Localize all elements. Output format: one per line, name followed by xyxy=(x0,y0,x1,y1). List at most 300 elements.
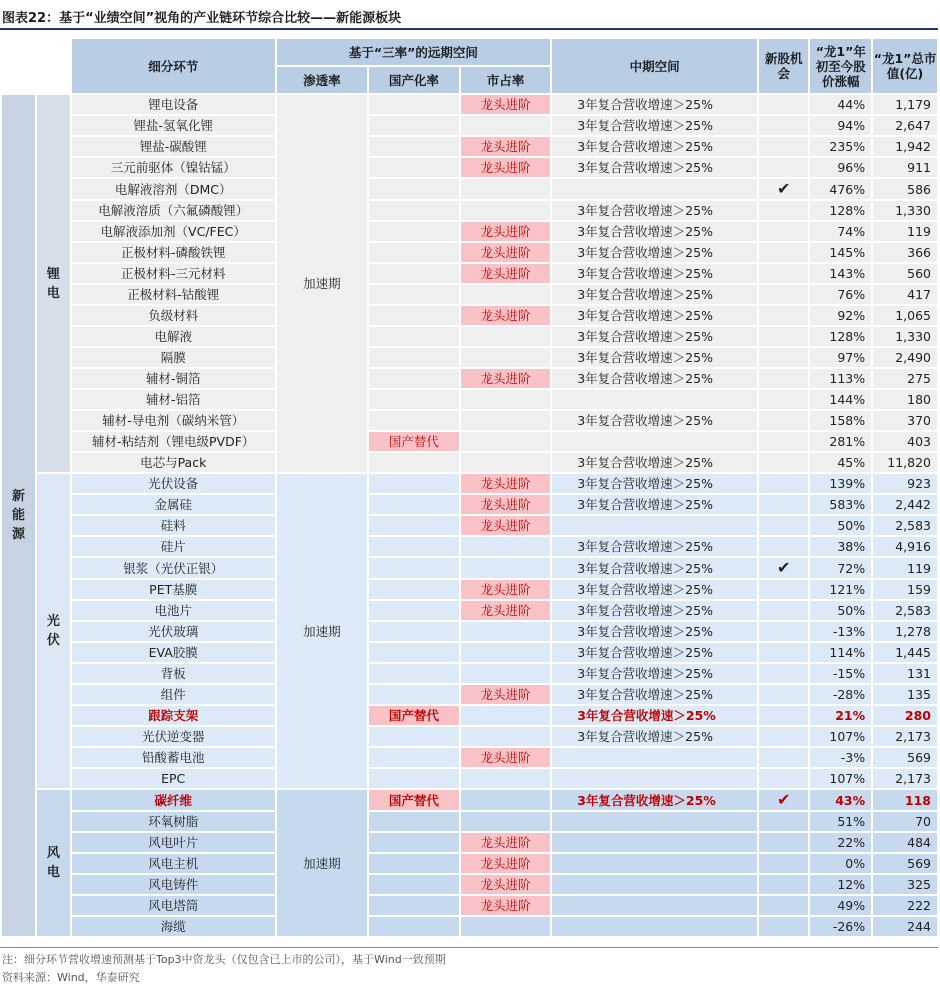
mid-term-cell xyxy=(552,896,757,915)
table-row xyxy=(2,833,937,852)
new-stock-cell xyxy=(759,390,808,409)
leader-return-cell: 43% xyxy=(810,790,871,810)
mid-term-cell: 3年复合营收增速＞25% xyxy=(552,558,757,578)
localization-cell xyxy=(369,201,459,220)
table-row xyxy=(2,917,937,936)
market-share-cell: 龙头进阶 xyxy=(461,875,551,894)
mid-term-cell xyxy=(552,179,757,199)
new-stock-cell xyxy=(759,727,808,746)
table-body xyxy=(2,95,937,936)
mid-term-cell: 3年复合营收增速＞25% xyxy=(552,706,757,725)
market-share-cell: 龙头进阶 xyxy=(461,896,551,915)
segment-name: EVA胶膜 xyxy=(72,643,275,662)
localization-cell xyxy=(369,222,459,241)
leader-cap-cell: 2,490 xyxy=(873,348,937,367)
segment-name: 硅料 xyxy=(72,516,275,535)
table-row xyxy=(2,390,937,409)
market-share-cell xyxy=(461,285,551,304)
leader-return-cell: 38% xyxy=(810,537,871,556)
mid-term-cell: 3年复合营收增速＞25% xyxy=(552,243,757,262)
segment-name: 隔膜 xyxy=(72,348,275,367)
leader-cap-cell: 417 xyxy=(873,285,937,304)
table-row xyxy=(2,285,937,304)
leader-return-cell: 107% xyxy=(810,769,871,788)
localization-cell xyxy=(369,854,459,873)
mid-term-cell: 3年复合营收增速＞25% xyxy=(552,622,757,641)
penetration-cell: 加速期 xyxy=(277,95,368,472)
new-stock-cell xyxy=(759,327,808,346)
table-row xyxy=(2,854,937,873)
new-stock-cell xyxy=(759,243,808,262)
market-share-cell xyxy=(461,348,551,367)
leader-return-cell: 107% xyxy=(810,727,871,746)
leader-return-cell: 128% xyxy=(810,201,871,220)
table-row xyxy=(2,264,937,283)
localization-cell xyxy=(369,622,459,641)
leader-cap-cell: 180 xyxy=(873,390,937,409)
market-share-cell: 龙头进阶 xyxy=(461,369,551,388)
market-share-cell: 龙头进阶 xyxy=(461,474,551,493)
market-share-cell: 龙头进阶 xyxy=(461,243,551,262)
new-stock-cell xyxy=(759,222,808,241)
localization-cell xyxy=(369,137,459,156)
title-rule xyxy=(0,28,938,30)
check-icon: ✔ xyxy=(777,558,791,577)
leader-cap-cell: 1,942 xyxy=(873,137,937,156)
localization-cell xyxy=(369,327,459,346)
leader-return-cell: 12% xyxy=(810,875,871,894)
new-stock-cell xyxy=(759,580,808,599)
localization-cell xyxy=(369,369,459,388)
header-new-stock: 新股机会 xyxy=(759,39,808,93)
leader-return-cell: 45% xyxy=(810,453,871,472)
leader-cap-cell: 370 xyxy=(873,411,937,430)
new-stock-cell xyxy=(759,622,808,641)
leader-cap-cell: 2,173 xyxy=(873,769,937,788)
table-row xyxy=(2,474,937,493)
mid-term-cell xyxy=(552,875,757,894)
leader-cap-cell: 2,173 xyxy=(873,727,937,746)
leader-cap-cell: 2,583 xyxy=(873,601,937,620)
segment-name: 电解液溶剂（DMC） xyxy=(72,179,275,199)
localization-cell xyxy=(369,896,459,915)
header-market-share: 市占率 xyxy=(461,67,551,93)
table-row xyxy=(2,453,937,472)
new-stock-cell xyxy=(759,812,808,831)
market-share-cell xyxy=(461,453,551,472)
segment-name: 海缆 xyxy=(72,917,275,936)
leader-cap-cell: 4,916 xyxy=(873,537,937,556)
leader-cap-cell: 1,445 xyxy=(873,643,937,662)
market-share-cell xyxy=(461,390,551,409)
localization-cell xyxy=(369,264,459,283)
table-row xyxy=(2,306,937,325)
leader-cap-cell: 2,647 xyxy=(873,116,937,135)
market-share-cell xyxy=(461,643,551,662)
leader-cap-cell: 222 xyxy=(873,896,937,915)
segment-name: 三元前驱体（镍钴锰） xyxy=(72,158,275,177)
table-row xyxy=(2,664,937,683)
sector-label: 新 能 源 xyxy=(2,95,35,936)
mid-term-cell xyxy=(552,812,757,831)
table-row xyxy=(2,516,937,535)
leader-cap-cell: 911 xyxy=(873,158,937,177)
market-share-cell: 龙头进阶 xyxy=(461,748,551,767)
localization-cell xyxy=(369,474,459,493)
table-row xyxy=(2,411,937,430)
localization-cell xyxy=(369,748,459,767)
header-long-term: 基于“三率”的远期空间 xyxy=(277,39,551,65)
market-share-cell xyxy=(461,917,551,936)
footer-rule xyxy=(0,947,938,948)
new-stock-cell xyxy=(759,348,808,367)
mid-term-cell: 3年复合营收增速＞25% xyxy=(552,95,757,114)
mid-term-cell: 3年复合营收增速＞25% xyxy=(552,158,757,177)
segment-name: 锂盐-氢氧化锂 xyxy=(72,116,275,135)
leader-return-cell: 143% xyxy=(810,264,871,283)
localization-cell xyxy=(369,95,459,114)
market-share-cell xyxy=(461,664,551,683)
market-share-cell xyxy=(461,201,551,220)
market-share-cell: 龙头进阶 xyxy=(461,137,551,156)
market-share-cell xyxy=(461,812,551,831)
market-share-cell: 龙头进阶 xyxy=(461,601,551,620)
localization-cell xyxy=(369,537,459,556)
table-row xyxy=(2,558,937,578)
segment-name: 风电主机 xyxy=(72,854,275,873)
mid-term-cell: 3年复合营收增速＞25% xyxy=(552,495,757,514)
leader-cap-cell: 923 xyxy=(873,474,937,493)
new-stock-cell xyxy=(759,643,808,662)
leader-cap-cell: 11,820 xyxy=(873,453,937,472)
new-stock-cell xyxy=(759,285,808,304)
check-icon: ✔ xyxy=(777,790,791,809)
new-stock-cell xyxy=(759,664,808,683)
segment-name: 铅酸蓄电池 xyxy=(72,748,275,767)
header-leader-cap: “龙1”总市值(亿) xyxy=(873,39,937,93)
new-stock-cell xyxy=(759,474,808,493)
localization-cell xyxy=(369,285,459,304)
header-mid-term: 中期空间 xyxy=(552,39,757,93)
check-icon: ✔ xyxy=(777,179,791,198)
segment-name: 负级材料 xyxy=(72,306,275,325)
market-share-cell: 龙头进阶 xyxy=(461,516,551,535)
mid-term-cell xyxy=(552,769,757,788)
leader-return-cell: 51% xyxy=(810,812,871,831)
localization-cell xyxy=(369,917,459,936)
leader-return-cell: 72% xyxy=(810,558,871,578)
segment-name: 辅材-导电剂（碳纳米管） xyxy=(72,411,275,430)
market-share-cell xyxy=(461,432,551,451)
segment-name: 电解液添加剂（VC/FEC） xyxy=(72,222,275,241)
segment-name: 电芯与Pack xyxy=(72,453,275,472)
new-stock-cell xyxy=(759,137,808,156)
new-stock-cell xyxy=(759,537,808,556)
table-row xyxy=(2,201,937,220)
group-label: 锂 电 xyxy=(37,95,70,472)
localization-cell xyxy=(369,812,459,831)
table-row xyxy=(2,179,937,199)
new-stock-cell xyxy=(759,116,808,135)
market-share-cell: 龙头进阶 xyxy=(461,222,551,241)
localization-cell xyxy=(369,306,459,325)
mid-term-cell xyxy=(552,432,757,451)
leader-cap-cell: 2,442 xyxy=(873,495,937,514)
segment-name: 组件 xyxy=(72,685,275,704)
leader-cap-cell: 159 xyxy=(873,580,937,599)
leader-cap-cell: 403 xyxy=(873,432,937,451)
new-stock-cell xyxy=(759,917,808,936)
localization-cell xyxy=(369,580,459,599)
leader-return-cell: 476% xyxy=(810,179,871,199)
segment-name: EPC xyxy=(72,769,275,788)
localization-cell xyxy=(369,601,459,620)
new-stock-cell xyxy=(759,95,808,114)
leader-return-cell: 158% xyxy=(810,411,871,430)
table-row xyxy=(2,643,937,662)
leader-return-cell: 144% xyxy=(810,390,871,409)
market-share-cell: 龙头进阶 xyxy=(461,95,551,114)
table-row xyxy=(2,706,937,725)
new-stock-cell xyxy=(759,158,808,177)
localization-cell xyxy=(369,685,459,704)
localization-cell xyxy=(369,116,459,135)
comparison-table xyxy=(0,37,939,938)
table-row xyxy=(2,137,937,156)
mid-term-cell: 3年复合营收增速＞25% xyxy=(552,664,757,683)
localization-cell: 国产替代 xyxy=(369,790,459,810)
market-share-cell: 龙头进阶 xyxy=(461,158,551,177)
segment-name: 硅片 xyxy=(72,537,275,556)
leader-return-cell: -26% xyxy=(810,917,871,936)
leader-cap-cell: 569 xyxy=(873,854,937,873)
market-share-cell: 龙头进阶 xyxy=(461,833,551,852)
new-stock-cell xyxy=(759,201,808,220)
localization-cell xyxy=(369,495,459,514)
leader-cap-cell: 131 xyxy=(873,664,937,683)
new-stock-cell xyxy=(759,685,808,704)
mid-term-cell xyxy=(552,516,757,535)
header-leader-return: “龙1”年初至今股价涨幅 xyxy=(810,39,871,93)
mid-term-cell: 3年复合营收增速＞25% xyxy=(552,411,757,430)
leader-return-cell: 21% xyxy=(810,706,871,725)
market-share-cell xyxy=(461,179,551,199)
segment-name: PET基膜 xyxy=(72,580,275,599)
localization-cell: 国产替代 xyxy=(369,432,459,451)
leader-return-cell: 235% xyxy=(810,137,871,156)
leader-return-cell: 50% xyxy=(810,516,871,535)
mid-term-cell: 3年复合营收增速＞25% xyxy=(552,727,757,746)
leader-cap-cell: 119 xyxy=(873,222,937,241)
leader-return-cell: 50% xyxy=(810,601,871,620)
mid-term-cell: 3年复合营收增速＞25% xyxy=(552,580,757,599)
penetration-cell: 加速期 xyxy=(277,474,368,788)
mid-term-cell xyxy=(552,833,757,852)
table-row xyxy=(2,369,937,388)
leader-cap-cell: 366 xyxy=(873,243,937,262)
leader-cap-cell: 484 xyxy=(873,833,937,852)
new-stock-cell xyxy=(759,706,808,725)
localization-cell xyxy=(369,348,459,367)
group-label: 光 伏 xyxy=(37,474,70,788)
leader-cap-cell: 275 xyxy=(873,369,937,388)
market-share-cell xyxy=(461,727,551,746)
market-share-cell: 龙头进阶 xyxy=(461,495,551,514)
leader-return-cell: 114% xyxy=(810,643,871,662)
table-row xyxy=(2,790,937,810)
localization-cell xyxy=(369,769,459,788)
new-stock-cell xyxy=(759,179,808,199)
localization-cell xyxy=(369,643,459,662)
market-share-cell xyxy=(461,411,551,430)
new-stock-cell xyxy=(759,495,808,514)
table-row xyxy=(2,896,937,915)
localization-cell xyxy=(369,453,459,472)
new-stock-cell xyxy=(759,411,808,430)
new-stock-cell xyxy=(759,601,808,620)
new-stock-cell xyxy=(759,369,808,388)
table-row xyxy=(2,748,937,767)
localization-cell xyxy=(369,664,459,683)
leader-cap-cell: 118 xyxy=(873,790,937,810)
segment-name: 电解液 xyxy=(72,327,275,346)
mid-term-cell: 3年复合营收增速＞25% xyxy=(552,348,757,367)
leader-cap-cell: 1,330 xyxy=(873,201,937,220)
table-row xyxy=(2,327,937,346)
segment-name: 风电叶片 xyxy=(72,833,275,852)
leader-cap-cell: 560 xyxy=(873,264,937,283)
mid-term-cell: 3年复合营收增速＞25% xyxy=(552,643,757,662)
mid-term-cell: 3年复合营收增速＞25% xyxy=(552,201,757,220)
leader-cap-cell: 325 xyxy=(873,875,937,894)
table-row xyxy=(2,95,937,114)
new-stock-cell xyxy=(759,896,808,915)
group-label: 风 电 xyxy=(37,790,70,936)
segment-name: 辅材-粘结剂（锂电级PVDF） xyxy=(72,432,275,451)
leader-return-cell: 44% xyxy=(810,95,871,114)
table-row xyxy=(2,348,937,367)
localization-cell xyxy=(369,516,459,535)
mid-term-cell: 3年复合营收增速＞25% xyxy=(552,264,757,283)
leader-cap-cell: 70 xyxy=(873,812,937,831)
leader-return-cell: 96% xyxy=(810,158,871,177)
leader-return-cell: -13% xyxy=(810,622,871,641)
leader-cap-cell: 1,278 xyxy=(873,622,937,641)
segment-name: 辅材-铜箔 xyxy=(72,369,275,388)
mid-term-cell: 3年复合营收增速＞25% xyxy=(552,453,757,472)
new-stock-cell xyxy=(759,748,808,767)
leader-return-cell: -15% xyxy=(810,664,871,683)
table-row xyxy=(2,601,937,620)
segment-name: 跟踪支架 xyxy=(72,706,275,725)
leader-return-cell: 49% xyxy=(810,896,871,915)
new-stock-cell xyxy=(759,833,808,852)
leader-cap-cell: 135 xyxy=(873,685,937,704)
market-share-cell: 龙头进阶 xyxy=(461,264,551,283)
segment-name: 正极材料-磷酸铁锂 xyxy=(72,243,275,262)
market-share-cell xyxy=(461,790,551,810)
segment-name: 风电塔筒 xyxy=(72,896,275,915)
segment-name: 光伏逆变器 xyxy=(72,727,275,746)
table-row xyxy=(2,537,937,556)
mid-term-cell: 3年复合营收增速＞25% xyxy=(552,116,757,135)
segment-name: 电解液溶质（六氟磷酸锂） xyxy=(72,201,275,220)
leader-return-cell: 0% xyxy=(810,854,871,873)
market-share-cell xyxy=(461,537,551,556)
leader-return-cell: 281% xyxy=(810,432,871,451)
mid-term-cell: 3年复合营收增速＞25% xyxy=(552,306,757,325)
leader-return-cell: 94% xyxy=(810,116,871,135)
leader-return-cell: 74% xyxy=(810,222,871,241)
segment-name: 锂电设备 xyxy=(72,95,275,114)
mid-term-cell xyxy=(552,917,757,936)
leader-cap-cell: 1,330 xyxy=(873,327,937,346)
mid-term-cell: 3年复合营收增速＞25% xyxy=(552,474,757,493)
localization-cell xyxy=(369,833,459,852)
new-stock-cell xyxy=(759,453,808,472)
segment-name: 碳纤维 xyxy=(72,790,275,810)
table-row xyxy=(2,432,937,451)
leader-return-cell: 145% xyxy=(810,243,871,262)
segment-name: 背板 xyxy=(72,664,275,683)
new-stock-cell xyxy=(759,875,808,894)
table-row xyxy=(2,685,937,704)
leader-cap-cell: 1,065 xyxy=(873,306,937,325)
market-share-cell xyxy=(461,622,551,641)
table-row xyxy=(2,727,937,746)
leader-cap-cell: 586 xyxy=(873,179,937,199)
segment-name: 环氧树脂 xyxy=(72,812,275,831)
table-row xyxy=(2,812,937,831)
market-share-cell: 龙头进阶 xyxy=(461,580,551,599)
table-row xyxy=(2,495,937,514)
table-row xyxy=(2,769,937,788)
leader-return-cell: 76% xyxy=(810,285,871,304)
market-share-cell xyxy=(461,706,551,725)
leader-return-cell: 121% xyxy=(810,580,871,599)
table-row xyxy=(2,243,937,262)
mid-term-cell xyxy=(552,390,757,409)
mid-term-cell: 3年复合营收增速＞25% xyxy=(552,285,757,304)
leader-return-cell: 22% xyxy=(810,833,871,852)
leader-cap-cell: 244 xyxy=(873,917,937,936)
mid-term-cell: 3年复合营收增速＞25% xyxy=(552,369,757,388)
new-stock-cell xyxy=(759,790,808,810)
header-segment: 细分环节 xyxy=(72,39,275,93)
market-share-cell xyxy=(461,558,551,578)
table-row xyxy=(2,875,937,894)
market-share-cell: 龙头进阶 xyxy=(461,854,551,873)
mid-term-cell: 3年复合营收增速＞25% xyxy=(552,327,757,346)
mid-term-cell xyxy=(552,748,757,767)
mid-term-cell: 3年复合营收增速＞25% xyxy=(552,222,757,241)
localization-cell xyxy=(369,390,459,409)
segment-name: 金属硅 xyxy=(72,495,275,514)
mid-term-cell: 3年复合营收增速＞25% xyxy=(552,137,757,156)
leader-cap-cell: 119 xyxy=(873,558,937,578)
mid-term-cell: 3年复合营收增速＞25% xyxy=(552,601,757,620)
segment-name: 光伏设备 xyxy=(72,474,275,493)
header-penetration: 渗透率 xyxy=(277,67,368,93)
market-share-cell: 龙头进阶 xyxy=(461,685,551,704)
figure-title: 图表22：基于“业绩空间”视角的产业链环节综合比较——新能源板块 xyxy=(2,11,402,26)
header-localization: 国产化率 xyxy=(369,67,459,93)
segment-name: 锂盐-碳酸锂 xyxy=(72,137,275,156)
segment-name: 正极材料-钴酸锂 xyxy=(72,285,275,304)
new-stock-cell xyxy=(759,432,808,451)
leader-return-cell: 128% xyxy=(810,327,871,346)
segment-name: 风电铸件 xyxy=(72,875,275,894)
